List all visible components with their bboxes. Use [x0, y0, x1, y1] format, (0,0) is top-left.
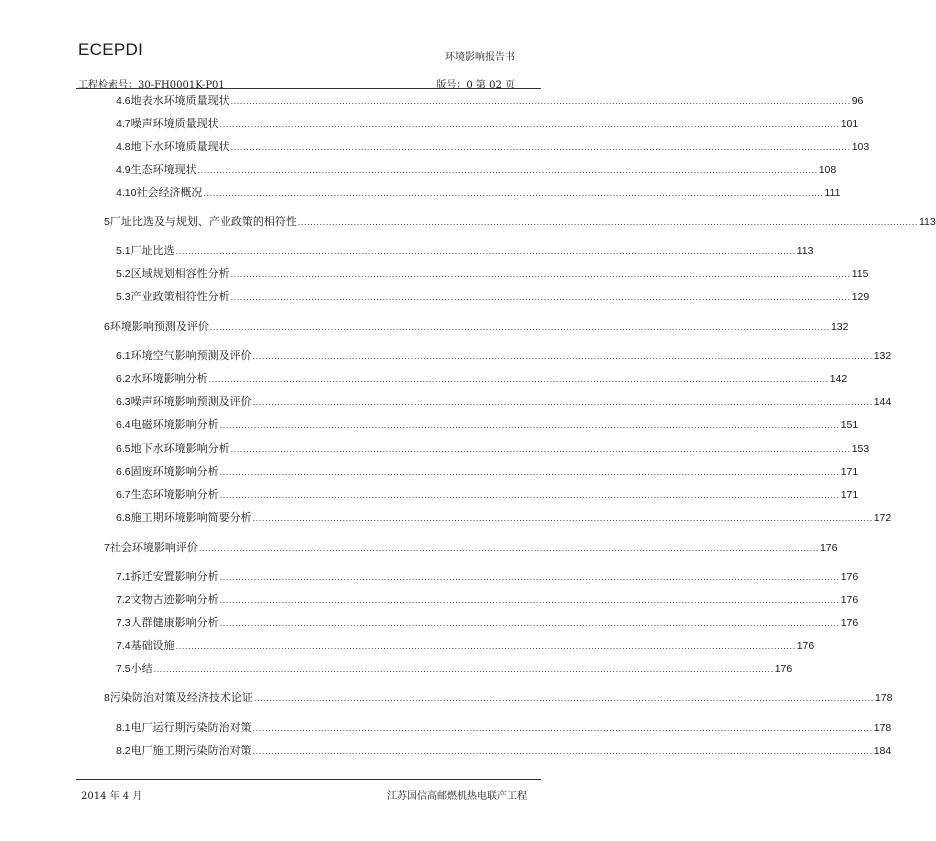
toc-chapter-entry[interactable] — [104, 213, 936, 229]
toc-chapter-entry[interactable] — [104, 689, 893, 705]
toc-section-entry[interactable] — [116, 370, 848, 386]
toc-entry-title: 固废环境影响分析 — [130, 465, 219, 478]
toc-leader-dots: ........................................................................................................................................................................................................ — [219, 420, 840, 430]
toc-entry-page: 108 — [818, 164, 837, 176]
toc-entry-title: 噪声环境影响预测及评价 — [130, 395, 252, 408]
toc-section-entry[interactable] — [116, 416, 859, 432]
toc-entry-title: 生态环境影响分析 — [130, 488, 219, 501]
toc-entry-title: 噪声环境质量现状 — [130, 117, 219, 130]
toc-section-entry[interactable] — [116, 591, 859, 607]
toc-entry-number: 4.10 — [116, 187, 137, 199]
toc-entry-title: 文物古迹影响分析 — [130, 593, 219, 606]
toc-section-entry[interactable] — [116, 614, 859, 630]
toc-entry-page: 178 — [874, 692, 893, 704]
toc-entry-page: 132 — [830, 321, 849, 333]
toc-entry-number: 6.8 — [116, 512, 131, 524]
toc-entry-title: 地下水环境影响分析 — [130, 442, 230, 455]
toc-section-entry[interactable] — [116, 463, 859, 479]
toc-entry-title: 地下水环境质量现状 — [130, 140, 230, 153]
toc-entry-number: 7.1 — [116, 571, 131, 583]
toc-entry-page: 184 — [873, 745, 892, 757]
toc-entry-title: 基础设施 — [130, 639, 175, 652]
toc-entry-title: 污染防治对策及经济技术论证 — [109, 691, 253, 704]
toc-entry-number: 7 — [104, 542, 110, 554]
toc-entry-title: 环境影响预测及评价 — [109, 320, 209, 333]
toc-section-entry[interactable] — [116, 440, 870, 456]
toc-entry-number: 4.7 — [116, 118, 131, 130]
header-rule — [76, 88, 541, 89]
toc-section-entry[interactable] — [116, 719, 892, 735]
toc-section-entry[interactable] — [116, 138, 870, 154]
toc-entry-title: 电磁环境影响分析 — [130, 418, 219, 431]
toc-entry-title: 人群健康影响分析 — [130, 616, 219, 629]
toc-entry-number: 6.5 — [116, 443, 131, 455]
version-page: 版号：0 第 02 页 — [436, 80, 515, 91]
toc-entry-number: 8 — [104, 692, 110, 704]
toc-leader-dots: ........................................................................................................................................................................................................ — [175, 641, 796, 651]
toc-entry-number: 7.3 — [116, 617, 131, 629]
toc-leader-dots: ........................................................................................................................................................................................................ — [198, 543, 819, 553]
toc-chapter-entry[interactable] — [104, 539, 838, 555]
toc-entry-page: 101 — [840, 118, 859, 130]
toc-entry-page: 151 — [840, 419, 859, 431]
toc-leader-dots: ........................................................................................................................................................................................................ — [230, 269, 851, 279]
toc-entry-page: 176 — [796, 640, 815, 652]
toc-chapter-entry[interactable] — [104, 318, 849, 334]
toc-section-entry[interactable] — [116, 637, 815, 653]
toc-entry-number: 6.7 — [116, 489, 131, 501]
toc-entry-number: 5.2 — [116, 268, 131, 280]
toc-entry-page: 113 — [918, 216, 936, 228]
toc-entry-number: 4.8 — [116, 141, 131, 153]
toc-leader-dots: ........................................................................................................................................................................................................ — [230, 96, 851, 106]
toc-leader-dots: ........................................................................................................................................................................................................ — [219, 490, 840, 500]
toc-entry-page: 103 — [851, 141, 870, 153]
toc-entry-number: 6.4 — [116, 419, 131, 431]
toc-leader-dots: ........................................................................................................................................................................................................ — [197, 165, 818, 175]
toc-leader-dots: ........................................................................................................................................................................................................ — [219, 467, 840, 477]
toc-entry-number: 4.6 — [116, 95, 131, 107]
toc-section-entry[interactable] — [116, 347, 892, 363]
toc-entry-number: 6.6 — [116, 466, 131, 478]
toc-entry-title: 施工期环境影响简要分析 — [130, 511, 252, 524]
toc-leader-dots: ........................................................................................................................................................................................................ — [230, 444, 851, 454]
toc-leader-dots: ........................................................................................................................................................................................................ — [252, 746, 873, 756]
toc-entry-number: 7.2 — [116, 594, 131, 606]
toc-entry-title: 厂址比选 — [130, 244, 175, 257]
toc-section-entry[interactable] — [116, 161, 837, 177]
toc-entry-title: 区域规划相容性分析 — [130, 267, 230, 280]
toc-entry-title: 社会经济概况 — [136, 186, 203, 199]
company-logo: ECEPDI — [78, 40, 144, 59]
toc-entry-page: 178 — [873, 722, 892, 734]
toc-entry-page: 111 — [824, 187, 841, 199]
footer-project-name: 江苏国信高邮燃机热电联产工程 — [387, 791, 527, 802]
toc-entry-page: 171 — [840, 466, 859, 478]
toc-leader-dots: ........................................................................................................................................................................................................ — [219, 119, 840, 129]
toc-entry-number: 7.4 — [116, 640, 131, 652]
toc-leader-dots: ........................................................................................................................................................................................................ — [209, 322, 830, 332]
toc-leader-dots: ........................................................................................................................................................................................................ — [203, 188, 824, 198]
toc-entry-title: 小结 — [130, 662, 153, 675]
toc-leader-dots: ........................................................................................................................................................................................................ — [153, 664, 774, 674]
toc-entry-page: 113 — [796, 245, 814, 257]
toc-leader-dots: ........................................................................................................................................................................................................ — [219, 595, 840, 605]
toc-section-entry[interactable] — [116, 92, 864, 108]
toc-entry-page: 142 — [829, 373, 848, 385]
toc-entry-page: 132 — [873, 350, 892, 362]
toc-entry-number: 6 — [104, 321, 110, 333]
toc-entry-title: 厂址比选及与规划、产业政策的相符性 — [109, 215, 297, 228]
toc-entry-number: 5.3 — [116, 291, 131, 303]
toc-entry-page: 176 — [840, 571, 859, 583]
toc-entry-page: 115 — [851, 268, 869, 280]
toc-section-entry[interactable] — [116, 184, 841, 200]
toc-entry-title: 电厂运行期污染防治对策 — [130, 721, 252, 734]
toc-entry-number: 5.1 — [116, 245, 131, 257]
toc-leader-dots: ........................................................................................................................................................................................................ — [219, 618, 840, 628]
toc-leader-dots: ........................................................................................................................................................................................................ — [230, 142, 851, 152]
toc-entry-number: 5 — [104, 216, 110, 228]
toc-entry-number: 4.9 — [116, 164, 131, 176]
toc-leader-dots: ........................................................................................................................................................................................................ — [230, 292, 851, 302]
toc-entry-title: 产业政策相符性分析 — [130, 290, 230, 303]
toc-section-entry[interactable] — [116, 115, 859, 131]
toc-entry-number: 6.1 — [116, 350, 131, 362]
document-title: 环境影响报告书 — [445, 52, 515, 63]
toc-section-entry[interactable] — [116, 265, 869, 281]
toc-entry-number: 8.1 — [116, 722, 131, 734]
toc-leader-dots: ........................................................................................................................................................................................................ — [252, 723, 873, 733]
toc-leader-dots: ........................................................................................................................................................................................................ — [175, 246, 796, 256]
footer-rule — [76, 779, 541, 780]
toc-section-entry[interactable] — [116, 742, 892, 758]
toc-entry-title: 地表水环境质量现状 — [130, 94, 230, 107]
toc-entry-page: 129 — [851, 291, 870, 303]
toc-entry-page: 176 — [840, 594, 859, 606]
toc-entry-number: 6.3 — [116, 396, 131, 408]
toc-entry-page: 153 — [851, 443, 870, 455]
toc-leader-dots: ........................................................................................................................................................................................................ — [252, 513, 873, 523]
toc-entry-title: 生态环境现状 — [130, 163, 197, 176]
toc-section-entry[interactable] — [116, 393, 892, 409]
toc-section-entry[interactable] — [116, 660, 793, 676]
toc-entry-page: 176 — [819, 542, 838, 554]
toc-entry-page: 171 — [840, 489, 859, 501]
toc-entry-title: 水环境影响分析 — [130, 372, 208, 385]
toc-entry-page: 176 — [840, 617, 859, 629]
toc-section-entry[interactable] — [116, 568, 859, 584]
toc-entry-page: 96 — [851, 95, 864, 107]
project-number: 工程检索号：30-FH0001K-P01 — [78, 80, 225, 91]
toc-entry-page: 144 — [873, 396, 892, 408]
toc-section-entry[interactable] — [116, 486, 859, 502]
toc-entry-number: 6.2 — [116, 373, 131, 385]
toc-section-entry[interactable] — [116, 242, 814, 258]
toc-leader-dots: ........................................................................................................................................................................................................ — [297, 217, 918, 227]
toc-section-entry[interactable] — [116, 288, 870, 304]
toc-entry-number: 7.5 — [116, 663, 131, 675]
toc-leader-dots: ........................................................................................................................................................................................................ — [208, 374, 829, 384]
toc-entry-title: 环境空气影响预测及评价 — [130, 349, 252, 362]
toc-leader-dots: ........................................................................................................................................................................................................ — [252, 397, 873, 407]
toc-section-entry[interactable] — [116, 509, 892, 525]
toc-entry-page: 172 — [873, 512, 892, 524]
toc-leader-dots: ........................................................................................................................................................................................................ — [253, 693, 874, 703]
toc-entry-title: 社会环境影响评价 — [109, 541, 198, 554]
toc-entry-title: 拆迁安置影响分析 — [130, 570, 219, 583]
toc-entry-title: 电厂施工期污染防治对策 — [130, 744, 252, 757]
toc-leader-dots: ........................................................................................................................................................................................................ — [219, 572, 840, 582]
toc-entry-page: 176 — [774, 663, 793, 675]
footer-date: 2014 年 4 月 — [81, 791, 143, 802]
toc-entry-number: 8.2 — [116, 745, 131, 757]
toc-leader-dots: ........................................................................................................................................................................................................ — [252, 351, 873, 361]
